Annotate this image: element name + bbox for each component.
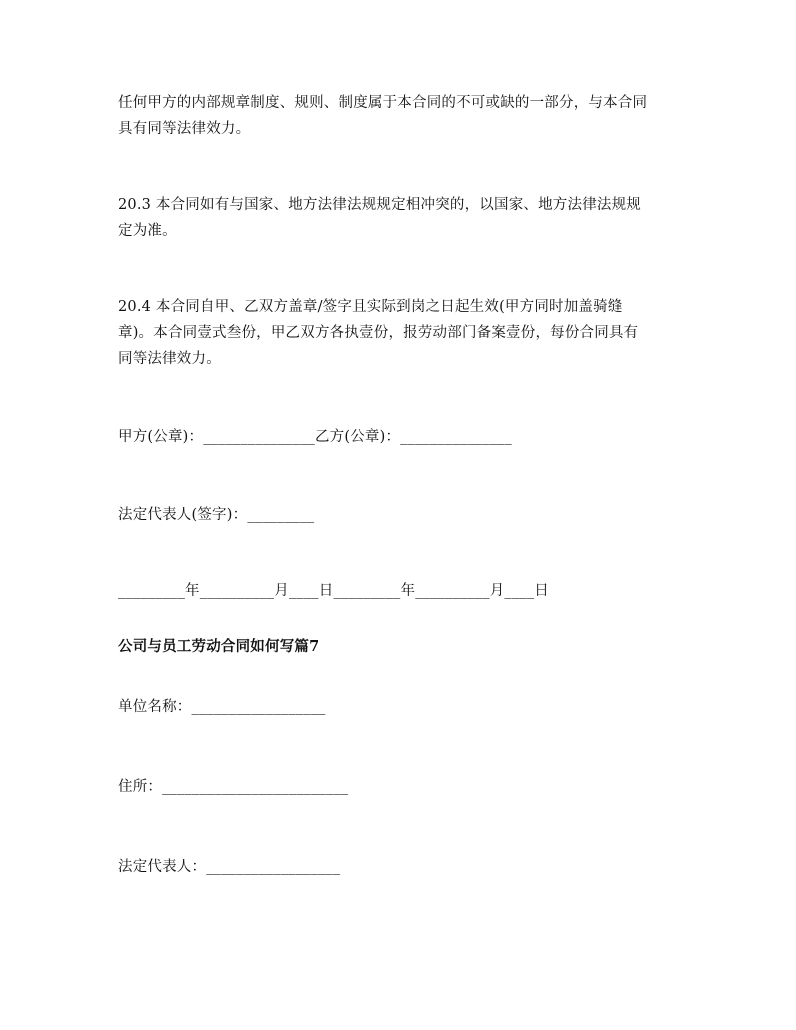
legal-rep-field: 法定代表人：__________________ [118, 859, 341, 875]
unit-name-field: 单位名称：__________________ [118, 699, 326, 715]
date-line: _________年__________月____日_________年__________月____日 [118, 583, 549, 599]
party-seal-line: 甲方(公章)：_______________乙方(公章)：_______________ [118, 429, 512, 445]
clause-20-4-line-1: 20.4 本合同自甲、乙双方盖章/签字且实际到岗之日起生效(甲方同时加盖骑缝 [118, 299, 623, 315]
address-field: 住所：_________________________ [118, 779, 349, 795]
legal-rep-signature-line: 法定代表人(签字)：_________ [118, 507, 315, 523]
clause-20-4-line-2: 章)。本合同壹式叁份，甲乙双方各执壹份，报劳动部门备案壹份，每份合同具有 [118, 325, 639, 341]
clause-20-2-line-1: 任何甲方的内部规章制度、规则、制度属于本合同的不可或缺的一部分，与本合同 [118, 95, 648, 111]
clause-20-3-line-1: 20.3 本合同如有与国家、地方法律法规规定相冲突的，以国家、地方法律法规规 [118, 197, 641, 213]
clause-20-2-line-2: 具有同等法律效力。 [118, 121, 251, 137]
clause-20-3-line-2: 定为准。 [118, 223, 177, 239]
section-heading: 公司与员工劳动合同如何写篇7 [118, 638, 320, 655]
clause-20-4-line-3: 同等法律效力。 [118, 351, 221, 367]
